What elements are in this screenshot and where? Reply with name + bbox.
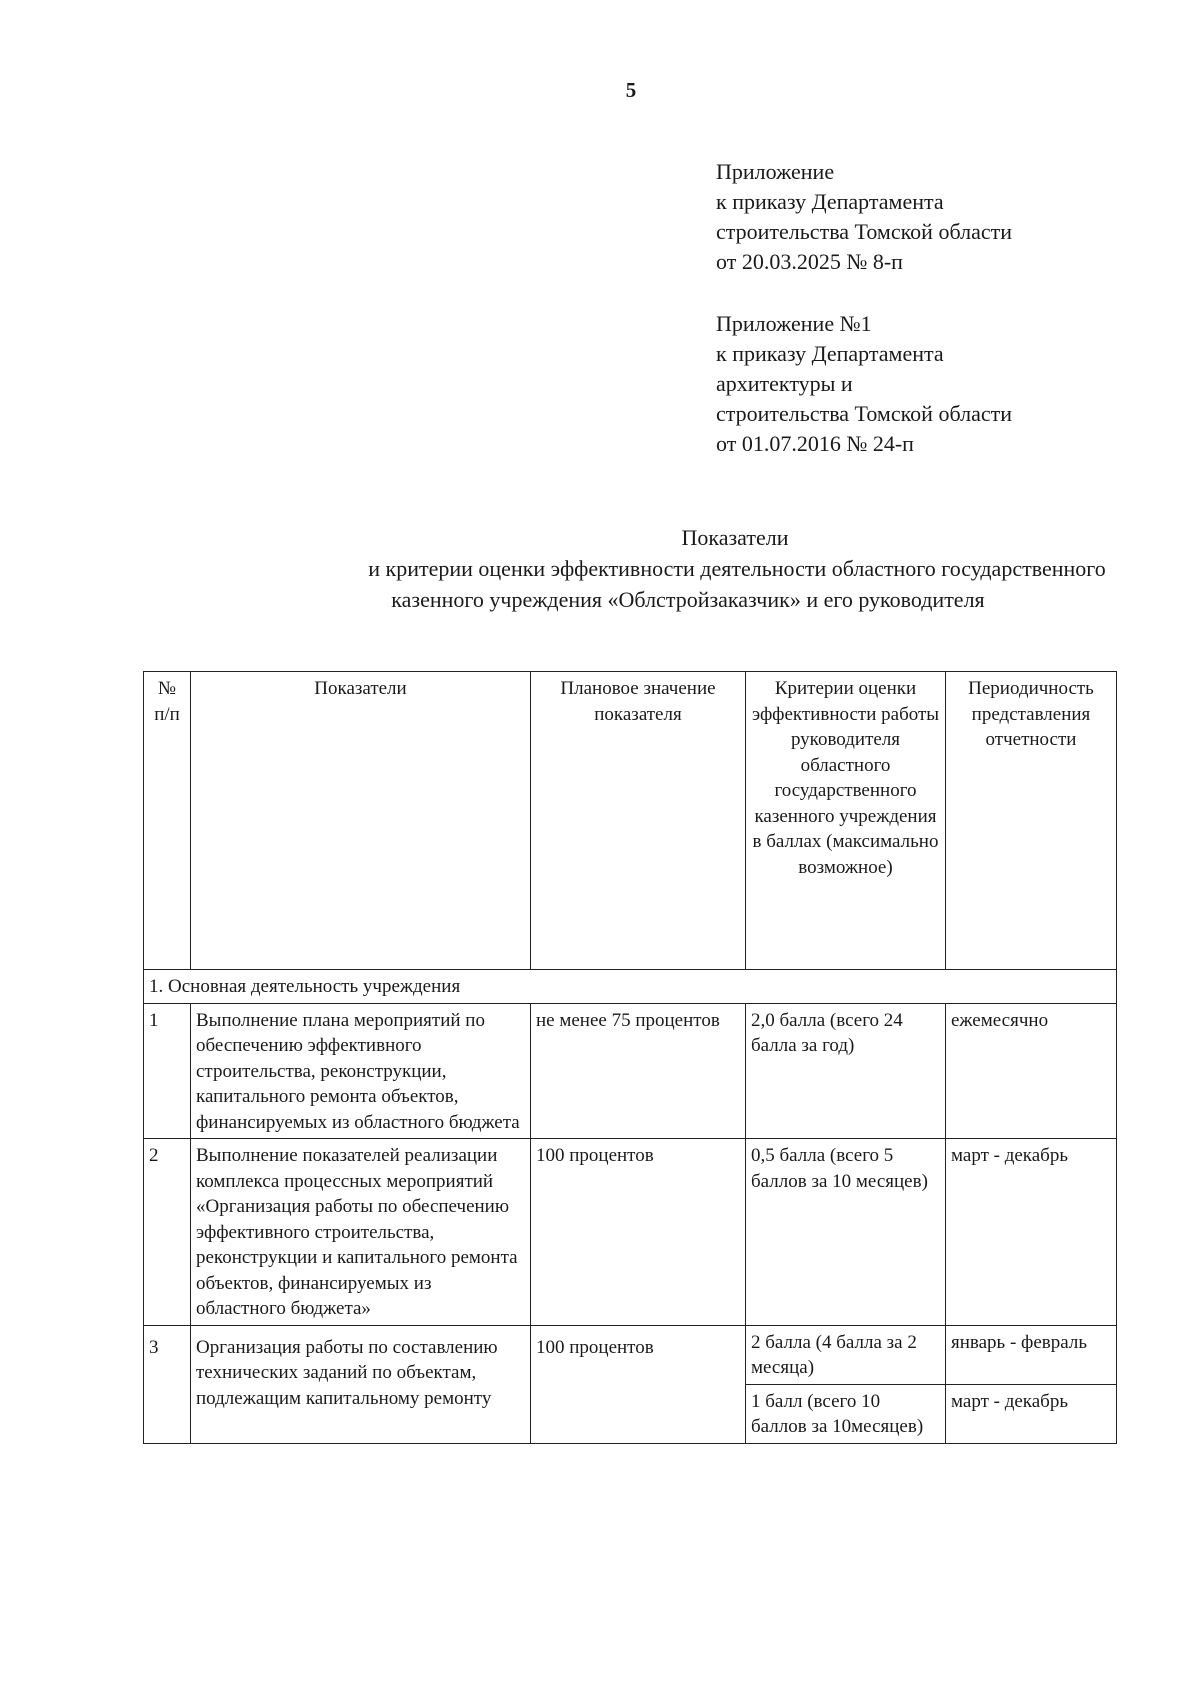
- appendix-line: от 20.03.2025 № 8-п: [716, 249, 903, 274]
- row-criteria: 2 балла (4 балла за 2 месяца): [746, 1325, 946, 1384]
- section-title: 1. Основная деятельность учреждения: [144, 970, 1117, 1004]
- row-plan-value: 100 процентов: [531, 1325, 746, 1443]
- appendix-line: архитектуры и: [716, 371, 853, 396]
- appendix-line: Приложение №1: [716, 311, 872, 336]
- appendix-line: к приказу Департамента: [716, 341, 944, 366]
- row-criteria: 2,0 балла (всего 24 балла за год): [746, 1003, 946, 1139]
- row-periodicity: ежемесячно: [946, 1003, 1117, 1139]
- title-line-3: казенного учреждения «Облстройзаказчик» и его руководителя: [391, 587, 985, 612]
- criteria-table: [143, 671, 1117, 1444]
- page-number: 5: [625, 78, 637, 102]
- row-plan-value: не менее 75 процентов: [531, 1003, 746, 1139]
- document-title: [140, 522, 1200, 615]
- header-criteria: Критерии оценки эффективности работы руководителя областного государственного казенного учреждения в баллах (максимально возможное): [746, 672, 946, 970]
- header-indicator: Показатели: [191, 672, 531, 970]
- appendix-line: строительства Томской области: [716, 219, 1012, 244]
- title-line-2: и критерии оценки эффективности деятельности областного государственного: [368, 556, 1106, 581]
- table-header-row: [144, 672, 1117, 970]
- row-number: 3: [144, 1325, 191, 1443]
- row-periodicity: март - декабрь: [946, 1139, 1117, 1326]
- appendix-block-current: [716, 157, 1012, 277]
- header-number: № п/п: [144, 672, 191, 970]
- row-indicator: Организация работы по составлению технических заданий по объектам, подлежащим капитальному ремонту: [191, 1325, 531, 1443]
- row-number: 1: [144, 1003, 191, 1139]
- table-row: [144, 1139, 1117, 1326]
- appendix-line: Приложение: [716, 159, 835, 184]
- table-row: [144, 1325, 1117, 1384]
- section-row: [144, 970, 1117, 1004]
- appendix-line: к приказу Департамента: [716, 189, 944, 214]
- header-plan-value: Плановое значение показателя: [531, 672, 746, 970]
- row-criteria: 0,5 балла (всего 5 баллов за 10 месяцев): [746, 1139, 946, 1326]
- appendix-line: от 01.07.2016 № 24-п: [716, 431, 914, 456]
- title-line-1: Показатели: [681, 525, 789, 550]
- row-plan-value: 100 процентов: [531, 1139, 746, 1326]
- row-number: 2: [144, 1139, 191, 1326]
- header-periodicity: Периодичность представления отчетности: [946, 672, 1117, 970]
- row-periodicity: март - декабрь: [946, 1384, 1117, 1443]
- row-periodicity: январь - февраль: [946, 1325, 1117, 1384]
- appendix-block-original: [716, 309, 1012, 459]
- appendix-line: строительства Томской области: [716, 401, 1012, 426]
- row-indicator: Выполнение показателей реализации комплекса процессных мероприятий «Организация работы по обеспечению эффективного строительства, реконструкции и капитального ремонта объектов, финансируемых из областного бюджета»: [191, 1139, 531, 1326]
- row-indicator: Выполнение плана мероприятий по обеспечению эффективного строительства, реконструкции, капитального ремонта объектов, финансируемых из областного бюджета: [191, 1003, 531, 1139]
- table-row: [144, 1003, 1117, 1139]
- row-criteria: 1 балл (всего 10 баллов за 10месяцев): [746, 1384, 946, 1443]
